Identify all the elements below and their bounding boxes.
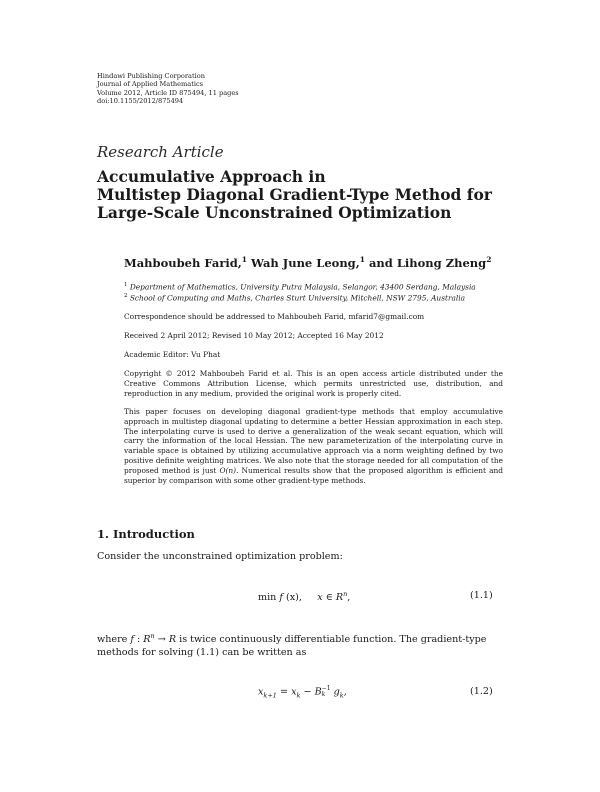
equation-1-2: $x_{k+1} = x_k - B$ −1 k $g_k$, xyxy=(258,685,347,700)
volume-info: Volume 2012, Article ID 875494, 11 pages xyxy=(97,88,239,97)
where-paragraph: where f : $R^n \to R$ is twice continuously differentiable function. The gradient-type methods for solving (1.1) can be written as xyxy=(97,632,487,659)
author-2-affil: 1 xyxy=(359,255,365,264)
equation-1-2-number: (1.2) xyxy=(470,686,493,697)
dates: Received 2 April 2012; Revised 10 May 2012; Accepted 16 May 2012 xyxy=(124,331,384,340)
journal-name: Journal of Applied Mathematics xyxy=(97,80,204,89)
journal-header xyxy=(97,72,239,106)
abstract: This paper focuses on developing diagonal gradient-type methods that employ accumulative approach in multistep diagonal updating to determine a better Hessian approximation in each step. The interpolating curve is used to derive a generalization of the weak secant equation, which will carry the information of the local Hessian. The new parameterization of the interpolating curve in variable space is obtained by utilizing accumulative approach via a norm weighting defined by two positive definite weighting matrices. We also note that the storage needed for all computation of the proposed method is just O(n). Numerical results show that the proposed algorithm is efficient and superior by comparison with some other gradient-type methods. xyxy=(124,407,504,485)
doi[interactable]: doi:10.1155/2012/875494 xyxy=(97,97,184,106)
author-3: and Lihong Zheng xyxy=(368,255,487,270)
section-heading: 1. Introduction xyxy=(97,527,195,541)
affiliation-2: $^2$ School of Computing and Maths, Charles Sturt University, Mitchell, NSW 2795, Australia xyxy=(124,293,466,303)
title-line-3: Large-Scale Unconstrained Optimization xyxy=(97,203,452,222)
affiliation-1: $^1$ Department of Mathematics, University Putra Malaysia, Selangor, 43400 Serdang, Malaysia xyxy=(124,282,476,292)
article-type: Research Article xyxy=(97,143,224,161)
author-3-affil: 2 xyxy=(486,255,492,264)
author-1-affil: 1 xyxy=(241,255,248,264)
academic-editor: Academic Editor: Vu Phat xyxy=(124,350,221,359)
equation-1-1-number: (1.1) xyxy=(470,590,493,601)
author-1: Mahboubeh Farid, xyxy=(124,255,242,270)
publisher: Hindawi Publishing Corporation xyxy=(97,72,205,80)
correspondence: Correspondence should be addressed to Mahboubeh Farid, mfarid7@gmail.com xyxy=(124,312,425,321)
copyright-notice: Copyright © 2012 Mahboubeh Farid et al. This is an open access article distributed under the Creative Commons Attribution License, which permits unrestricted use, distribution, and reproduction in any medium, provided the original work is properly cited. xyxy=(124,369,503,398)
title-line-1: Accumulative Approach in xyxy=(97,167,326,186)
intro-text: Consider the unconstrained optimization problem: xyxy=(97,551,343,562)
equation-1-1: min f (x), x ∈ $R^n$, xyxy=(258,590,351,604)
author-list xyxy=(124,255,491,270)
article-title xyxy=(97,168,517,222)
complexity: O(n) xyxy=(219,465,237,475)
author-2: Wah June Leong, xyxy=(251,255,360,270)
title-line-2: Multistep Diagonal Gradient-Type Method for xyxy=(97,185,492,204)
